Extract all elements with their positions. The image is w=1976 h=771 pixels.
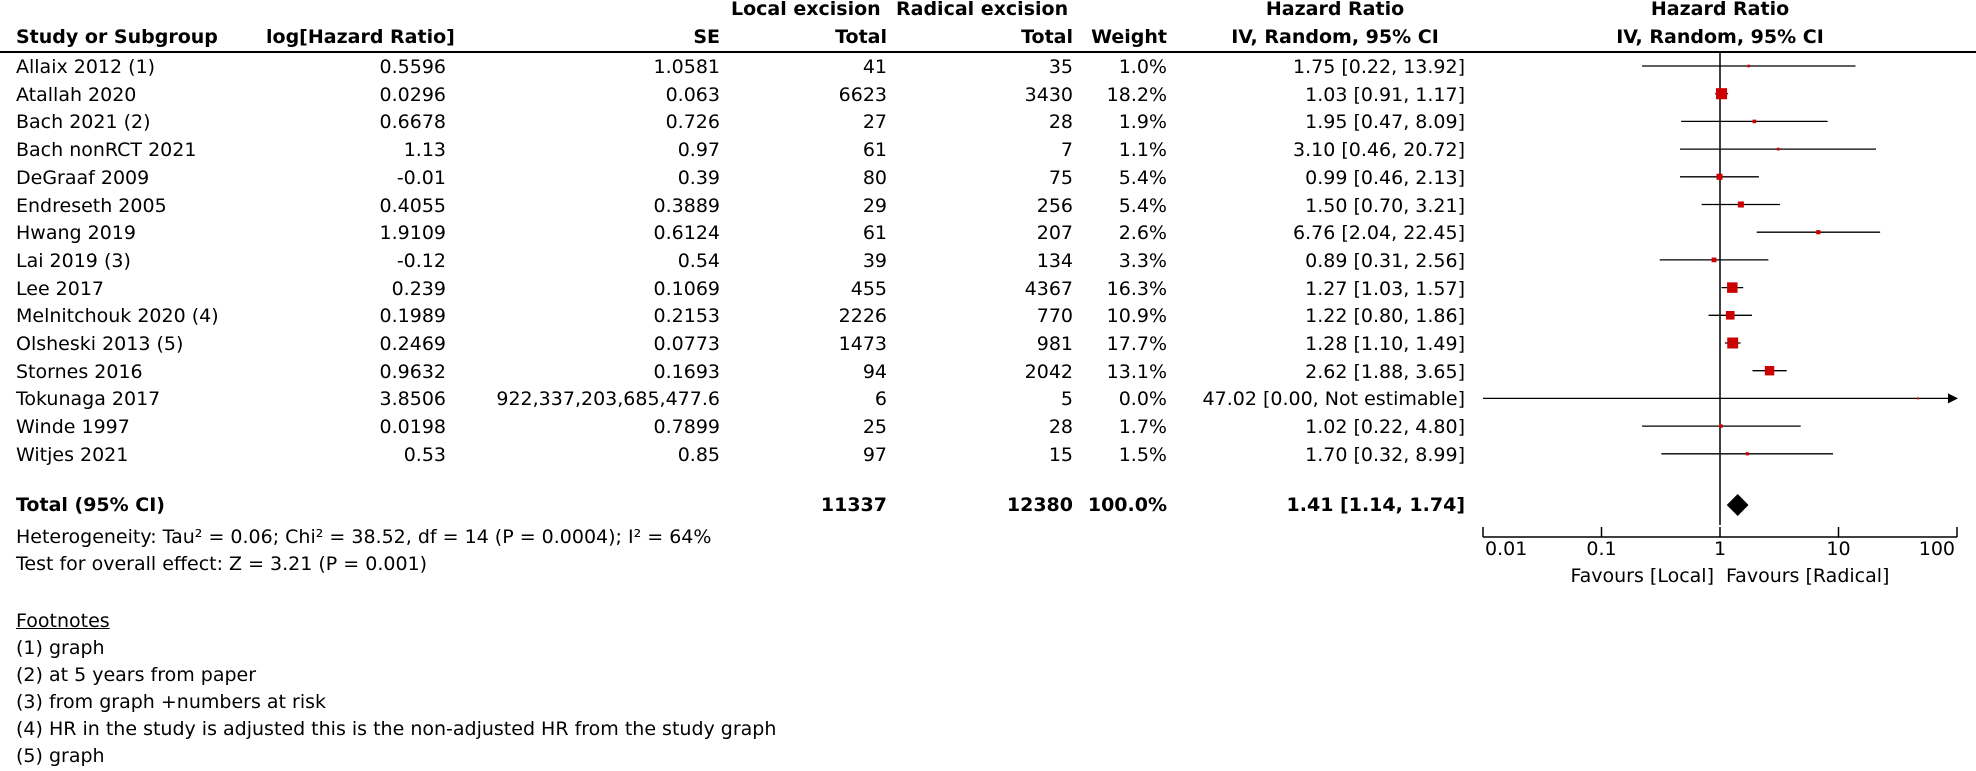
study-total-radical: 28 [1048, 111, 1073, 134]
header-study: Study or Subgroup [16, 26, 218, 48]
x-tick-label: 10 [1826, 538, 1851, 560]
study-loghr: 0.0296 [379, 83, 446, 106]
study-total-radical: 207 [1036, 222, 1073, 245]
header-total-radical: Total [1021, 26, 1073, 48]
study-total-local: 25 [862, 416, 887, 439]
study-total-local: 80 [862, 166, 887, 189]
study-total-local: 61 [862, 139, 887, 162]
study-ci: 1.02 [0.22, 4.80] [1305, 416, 1465, 439]
study-name: Allaix 2012 (1) [16, 56, 156, 78]
study-loghr: 0.239 [391, 277, 446, 300]
study-name: Lai 2019 (3) [16, 249, 131, 272]
header-plot-title: Hazard Ratio [1650, 0, 1790, 20]
study-total-radical: 15 [1048, 443, 1073, 466]
x-tick-label: 1 [1713, 538, 1727, 560]
header-group-local: Local excision [731, 0, 881, 20]
footnote-item: (2) at 5 years from paper [16, 664, 257, 686]
study-total-radical: 35 [1048, 56, 1073, 78]
study-total-radical: 75 [1048, 166, 1073, 189]
study-ci: 0.89 [0.31, 2.56] [1305, 249, 1465, 272]
study-name: Witjes 2021 [16, 443, 129, 466]
study-total-local: 6 [874, 388, 887, 411]
footnote-item: (4) HR in the study is adjusted this is the non-adjusted HR from the study graph [16, 718, 777, 740]
study-total-local: 27 [862, 111, 887, 134]
study-name: Hwang 2019 [16, 222, 136, 245]
study-se: 0.0773 [653, 333, 720, 355]
study-loghr: 3.8506 [379, 388, 446, 411]
study-ci: 2.62 [1.88, 3.65] [1305, 360, 1465, 383]
study-se: 0.063 [665, 83, 720, 106]
study-loghr: 0.1989 [379, 305, 446, 328]
footnote-item: (5) graph [16, 745, 105, 767]
study-se: 0.39 [677, 166, 720, 189]
study-ci: 1.70 [0.32, 8.99] [1305, 443, 1465, 466]
study-ci: 6.76 [2.04, 22.45] [1293, 222, 1465, 245]
study-name: DeGraaf 2009 [16, 166, 150, 189]
study-total-local: 61 [862, 222, 887, 245]
total-ci: 1.41 [1.14, 1.74] [1286, 494, 1465, 516]
point-estimate-square [1719, 424, 1722, 427]
study-weight: 17.7% [1106, 333, 1167, 355]
study-weight: 5.4% [1118, 194, 1167, 217]
footnotes-title: Footnotes [16, 610, 110, 632]
study-ci: 1.27 [1.03, 1.57] [1305, 277, 1465, 300]
study-ci: 1.03 [0.91, 1.17] [1305, 83, 1465, 106]
study-loghr: 1.13 [403, 139, 446, 162]
total-local: 11337 [820, 494, 887, 516]
study-ci: 1.28 [1.10, 1.49] [1305, 333, 1465, 355]
study-ci: 1.22 [0.80, 1.86] [1305, 305, 1465, 328]
total-weight: 100.0% [1087, 494, 1167, 516]
study-se: 922,337,203,685,477.6 [496, 388, 720, 411]
study-weight: 3.3% [1118, 249, 1167, 272]
study-loghr: 0.53 [403, 443, 446, 466]
study-se: 0.6124 [653, 222, 720, 245]
header-plot-method: IV, Random, 95% CI [1616, 26, 1824, 48]
study-total-radical: 5 [1060, 388, 1073, 411]
study-total-radical: 3430 [1024, 83, 1073, 106]
study-name: Winde 1997 [16, 416, 130, 439]
study-loghr: 1.9109 [379, 222, 446, 245]
study-name: Bach nonRCT 2021 [16, 139, 197, 162]
study-name: Melnitchouk 2020 (4) [16, 305, 219, 328]
study-total-radical: 981 [1036, 333, 1073, 355]
study-total-local: 41 [862, 56, 887, 78]
header-weight: Weight [1091, 26, 1167, 48]
study-se: 0.1069 [653, 277, 720, 300]
study-total-local: 29 [862, 194, 887, 217]
study-ci: 47.02 [0.00, Not estimable] [1202, 388, 1465, 411]
header-group-radical: Radical excision [896, 0, 1069, 20]
point-estimate-square [1746, 452, 1749, 455]
total-radical: 12380 [1006, 494, 1073, 516]
study-total-radical: 770 [1036, 305, 1073, 328]
study-se: 0.85 [677, 443, 720, 466]
study-name: Atallah 2020 [16, 83, 137, 106]
study-loghr: 0.5596 [379, 56, 446, 78]
study-total-radical: 28 [1048, 416, 1073, 439]
study-ci: 3.10 [0.46, 20.72] [1293, 139, 1465, 162]
study-total-local: 2226 [838, 305, 887, 328]
summary-diamond [1727, 494, 1749, 516]
study-name: Tokunaga 2017 [16, 388, 161, 411]
study-weight: 1.9% [1118, 111, 1167, 134]
study-se: 0.54 [677, 249, 720, 272]
study-se: 0.2153 [653, 305, 720, 328]
study-total-local: 94 [862, 360, 887, 383]
study-name: Olsheski 2013 (5) [16, 333, 184, 355]
study-total-local: 6623 [838, 83, 887, 106]
study-weight: 1.7% [1118, 416, 1167, 439]
point-estimate-square [1727, 282, 1737, 292]
study-name: Stornes 2016 [16, 360, 143, 383]
study-loghr: 0.0198 [379, 416, 446, 439]
study-total-radical: 2042 [1024, 360, 1073, 383]
heterogeneity-text: Heterogeneity: Tau² = 0.06; Chi² = 38.52, df = 14 (P = 0.0004); I² = 64% [16, 526, 712, 548]
study-se: 0.97 [677, 139, 720, 162]
point-estimate-square [1716, 174, 1722, 180]
header-se: SE [693, 26, 720, 48]
study-loghr: 0.2469 [379, 333, 446, 355]
study-total-local: 97 [862, 443, 887, 466]
study-total-local: 39 [862, 249, 887, 272]
footnote-item: (1) graph [16, 637, 105, 659]
study-loghr: -0.01 [396, 166, 446, 189]
x-tick-label: 100 [1918, 538, 1955, 560]
study-ci: 1.75 [0.22, 13.92] [1293, 56, 1465, 78]
study-se: 0.3889 [653, 194, 720, 217]
study-name: Endreseth 2005 [16, 194, 167, 217]
point-estimate-square [1716, 88, 1727, 99]
study-weight: 1.1% [1118, 139, 1167, 162]
header-loghr: log[Hazard Ratio] [266, 26, 455, 48]
study-se: 0.7899 [653, 416, 720, 439]
study-weight: 18.2% [1106, 83, 1167, 106]
favours-left-label: Favours [Local] [1570, 565, 1714, 587]
study-weight: 0.0% [1118, 388, 1167, 411]
study-loghr: 0.9632 [379, 360, 446, 383]
study-weight: 16.3% [1106, 277, 1167, 300]
study-name: Bach 2021 (2) [16, 111, 151, 134]
study-total-radical: 4367 [1024, 277, 1073, 300]
study-loghr: 0.4055 [379, 194, 446, 217]
point-estimate-square [1727, 338, 1738, 349]
header-hr-method: IV, Random, 95% CI [1231, 26, 1439, 48]
study-total-radical: 134 [1036, 249, 1073, 272]
header-hr-title: Hazard Ratio [1265, 0, 1405, 20]
point-estimate-square [1748, 65, 1751, 68]
ci-arrow [1948, 393, 1958, 403]
study-loghr: -0.12 [396, 249, 446, 272]
point-estimate-square [1917, 397, 1919, 399]
total-label: Total (95% CI) [16, 494, 165, 516]
point-estimate-square [1816, 230, 1820, 234]
study-ci: 1.50 [0.70, 3.21] [1305, 194, 1465, 217]
study-weight: 2.6% [1118, 222, 1167, 245]
study-se: 1.0581 [653, 56, 720, 78]
study-total-radical: 7 [1060, 139, 1073, 162]
study-weight: 13.1% [1106, 360, 1167, 383]
footnote-item: (3) from graph +numbers at risk [16, 691, 327, 713]
study-loghr: 0.6678 [379, 111, 446, 134]
study-name: Lee 2017 [16, 277, 105, 300]
study-total-local: 1473 [838, 333, 887, 355]
study-weight: 1.5% [1118, 443, 1167, 466]
study-se: 0.1693 [653, 360, 720, 383]
point-estimate-square [1738, 201, 1744, 207]
study-weight: 10.9% [1106, 305, 1167, 328]
point-estimate-square [1726, 311, 1735, 320]
study-total-radical: 256 [1036, 194, 1073, 217]
favours-right-label: Favours [Radical] [1726, 565, 1890, 587]
point-estimate-square [1777, 148, 1780, 151]
header-total-local: Total [835, 26, 887, 48]
point-estimate-square [1712, 258, 1717, 263]
point-estimate-square [1765, 366, 1774, 375]
study-weight: 1.0% [1118, 56, 1167, 78]
x-tick-label: 0.01 [1485, 538, 1528, 560]
study-weight: 5.4% [1118, 166, 1167, 189]
x-tick-label: 0.1 [1586, 538, 1617, 560]
study-ci: 0.99 [0.46, 2.13] [1305, 166, 1465, 189]
study-se: 0.726 [665, 111, 720, 134]
overall-effect-text: Test for overall effect: Z = 3.21 (P = 0.001) [16, 553, 428, 575]
study-ci: 1.95 [0.47, 8.09] [1305, 111, 1465, 134]
point-estimate-square [1753, 120, 1757, 124]
study-total-local: 455 [850, 277, 887, 300]
